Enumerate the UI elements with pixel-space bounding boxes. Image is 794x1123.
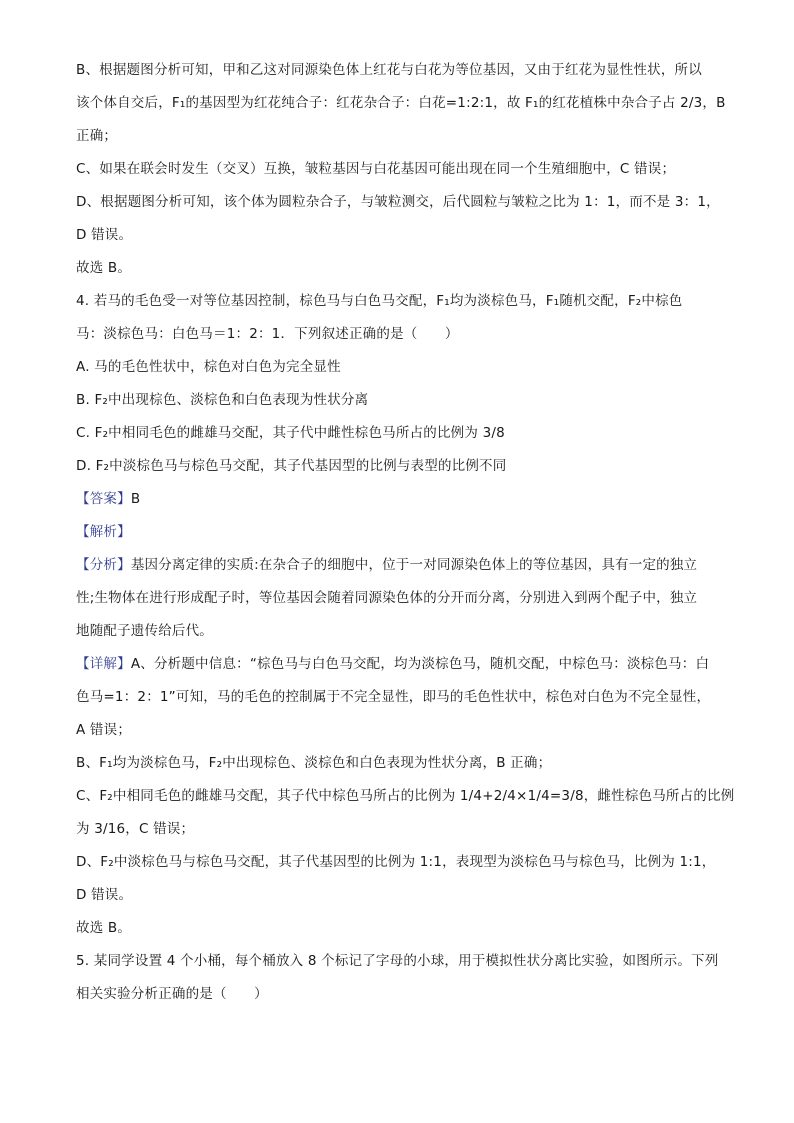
fenxi-text: 基因分离定律的实质:在杂合子的细胞中，位于一对同源染色体上的等位基因，具有一定的独立 — [130, 557, 698, 573]
text-line: 为 3/16，C 错误； — [76, 821, 195, 837]
option-a: A. 马的毛色性状中，棕色对白色为完全显性 — [76, 359, 341, 375]
text-line: A 错误； — [76, 722, 132, 738]
text-line: 色马=1：2：1”可知，马的毛色的控制属于不完全显性，即马的毛色性状中，棕色对白色为不完全显性， — [76, 689, 711, 705]
fenxi-tag: 【分析】 — [76, 557, 131, 573]
question-5-stem: 5. 某同学设置 4 个小桶，每个桶放入 8 个标记了字母的小球，用于模拟性状分离比实验，如图所示。下列 — [76, 953, 719, 969]
answer-value: B — [130, 491, 141, 507]
text-line: 该个体自交后，F₁的基因型为红花纯合子：红花杂合子：白花=1:2:1，故 F₁的红花植株中杂合子占 2/3，B — [76, 95, 726, 111]
option-c: C. F₂中相同毛色的雌雄马交配，其子代中雌性棕色马所占的比例为 3/8 — [76, 425, 505, 441]
answer-tag: 【答案】 — [76, 491, 131, 507]
question-4-stem: 马：淡棕色马：白色马＝1：2：1．下列叙述正确的是（ ） — [76, 326, 459, 342]
analysis-heading — [76, 522, 726, 555]
text-line: D 错误。 — [76, 227, 133, 243]
answer-line — [76, 489, 726, 522]
fenxi-line — [76, 555, 726, 588]
option-d: D. F₂中淡棕色马与棕色马交配，其子代基因型的比例与表型的比例不同 — [76, 458, 507, 474]
question-5-stem: 相关实验分析正确的是（ ） — [76, 986, 268, 1002]
text-line: C、F₂中相同毛色的雌雄马交配，其子代中棕色马所占的比例为 1/4+2/4×1/4=3/8，雌性棕色马所占的比例 — [76, 788, 735, 804]
text-line: 故选 B。 — [76, 260, 132, 276]
analysis-tag: 【解析】 — [76, 524, 131, 540]
text-line: 地随配子遗传给后代。 — [76, 623, 213, 639]
text-line: C、如果在联会时发生（交叉）互换，皱粒基因与白花基因可能出现在同一个生殖细胞中，C 错误； — [76, 161, 676, 177]
text-line: D、F₂中淡棕色马与棕色马交配，其子代基因型的比例为 1:1，表现型为淡棕色马与棕色马，比例为 1:1， — [76, 854, 716, 870]
text-line: B、F₁均为淡棕色马，F₂中出现棕色、淡棕色和白色表现为性状分离，B 正确； — [76, 755, 552, 771]
text-line: D 错误。 — [76, 887, 133, 903]
xiangjie-line — [76, 654, 726, 687]
text-line: 正确； — [76, 128, 118, 144]
question-4-stem: 4. 若马的毛色受一对等位基因控制，棕色马与白色马交配，F₁均为淡棕色马，F₁随机交配，F₂中棕色 — [76, 293, 683, 309]
text-line: B、根据题图分析可知，甲和乙这对同源染色体上红花与白花为等位基因，又由于红花为显性性状，所以 — [76, 62, 702, 78]
option-b: B. F₂中出现棕色、淡棕色和白色表现为性状分离 — [76, 392, 369, 408]
text-line: 故选 B。 — [76, 920, 132, 936]
text-line: D、根据题图分析可知，该个体为圆粒杂合子，与皱粒测交，后代圆粒与皱粒之比为 1：1，而不是 3：1， — [76, 194, 720, 210]
document-page — [76, 60, 735, 1017]
text-line: 性;生物体在进行形成配子时，等位基因会随着同源染色体的分开而分离，分别进入到两个配子中，独立 — [76, 590, 698, 606]
xiangjie-text: A、分析题中信息：“棕色马与白色马交配，均为淡棕色马，随机交配，中棕色马：淡棕色马：白 — [130, 656, 710, 672]
xiangjie-tag: 【详解】 — [76, 656, 131, 672]
